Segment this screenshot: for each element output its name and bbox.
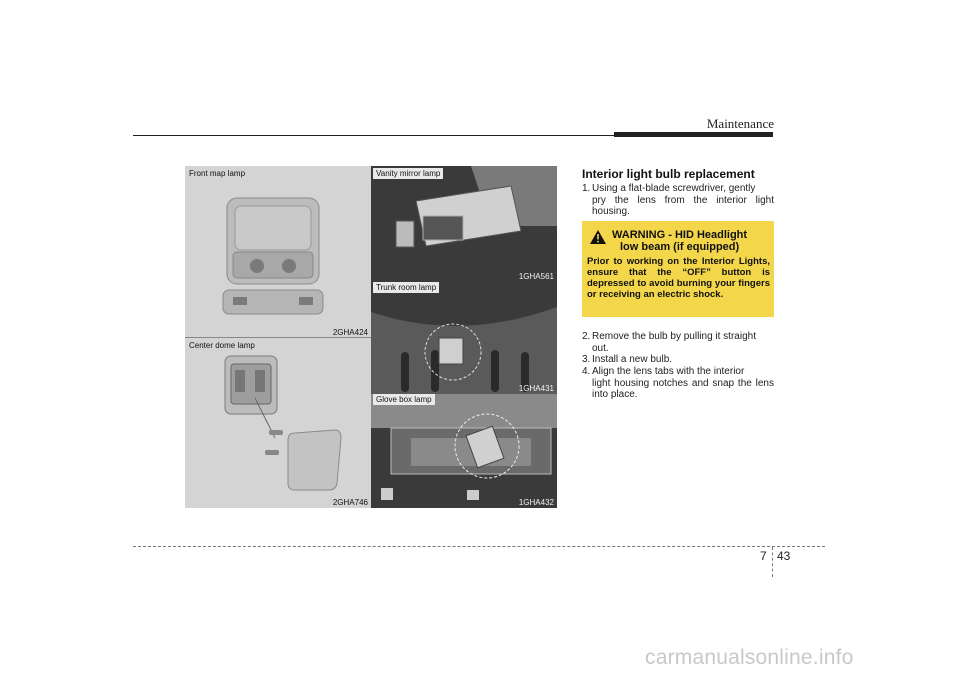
- glove-box-lamp-illustration: [371, 394, 557, 508]
- vanity-mirror-lamp-illustration: [371, 166, 557, 282]
- figure-code: 2GHA746: [332, 498, 368, 507]
- warning-box: [582, 221, 774, 317]
- section-title: Interior light bulb replacement: [582, 167, 755, 181]
- step-3: [582, 354, 774, 366]
- figure-glove-box-lamp: [371, 394, 557, 508]
- figure-label: Trunk room lamp: [373, 282, 439, 293]
- figure-trunk-room-lamp: [371, 282, 557, 394]
- figure-label: Center dome lamp: [189, 341, 255, 350]
- warning-body: Prior to working on the Interior Lights, ensure that the “OFF” button is depressed to avoid burning your fingers or receiving an electric shock.: [587, 256, 770, 300]
- figure-code: 1GHA432: [518, 498, 554, 507]
- warning-triangle-icon: [590, 230, 606, 244]
- step-text: Remove the bulb by pulling it straight: [592, 331, 756, 342]
- step-text-continued: pry the lens from the interior light housing.: [592, 194, 774, 217]
- step-number: 1.: [582, 183, 591, 194]
- step-text: Install a new bulb.: [592, 354, 673, 365]
- figure-center-dome-lamp: [185, 338, 371, 508]
- step-number: 4.: [582, 366, 591, 377]
- warning-title-line-2: low beam (if equipped): [620, 241, 740, 253]
- section-header-title: Maintenance: [706, 116, 774, 131]
- warning-title-line-1: WARNING - HID Headlight: [612, 229, 748, 241]
- figure-code: 2GHA424: [332, 328, 368, 337]
- step-number: 3.: [582, 354, 591, 365]
- chapter-number: 7: [760, 549, 767, 563]
- front-map-lamp-illustration: [185, 166, 371, 338]
- page-number: 43: [777, 549, 791, 563]
- figure-code: 1GHA561: [518, 272, 554, 281]
- step-text: Using a flat-blade screwdriver, gently: [592, 183, 756, 194]
- step-text-continued: light housing notches and snap the lens into place.: [592, 377, 774, 400]
- page-number-divider: [772, 547, 773, 577]
- center-dome-lamp-illustration: [185, 338, 371, 508]
- figure-front-map-lamp: [185, 166, 371, 338]
- step-number: 2.: [582, 331, 591, 342]
- step-2: [582, 331, 774, 354]
- trunk-room-lamp-illustration: [371, 282, 557, 394]
- figure-vanity-mirror-lamp: [371, 166, 557, 282]
- step-text: Align the lens tabs with the interior: [592, 366, 745, 377]
- step-4: [582, 366, 774, 401]
- figure-label: Vanity mirror lamp: [373, 168, 443, 179]
- figure-code: 1GHA431: [518, 384, 554, 393]
- footer-rule: [133, 546, 825, 547]
- step-text-continued: out.: [592, 342, 609, 354]
- warning-title: [612, 229, 747, 253]
- figure-label: Glove box lamp: [373, 394, 435, 405]
- header-rule-accent: [614, 132, 773, 137]
- figure-label: Front map lamp: [189, 169, 246, 178]
- step-1: [582, 183, 774, 218]
- watermark: carmanualsonline.info: [645, 646, 854, 669]
